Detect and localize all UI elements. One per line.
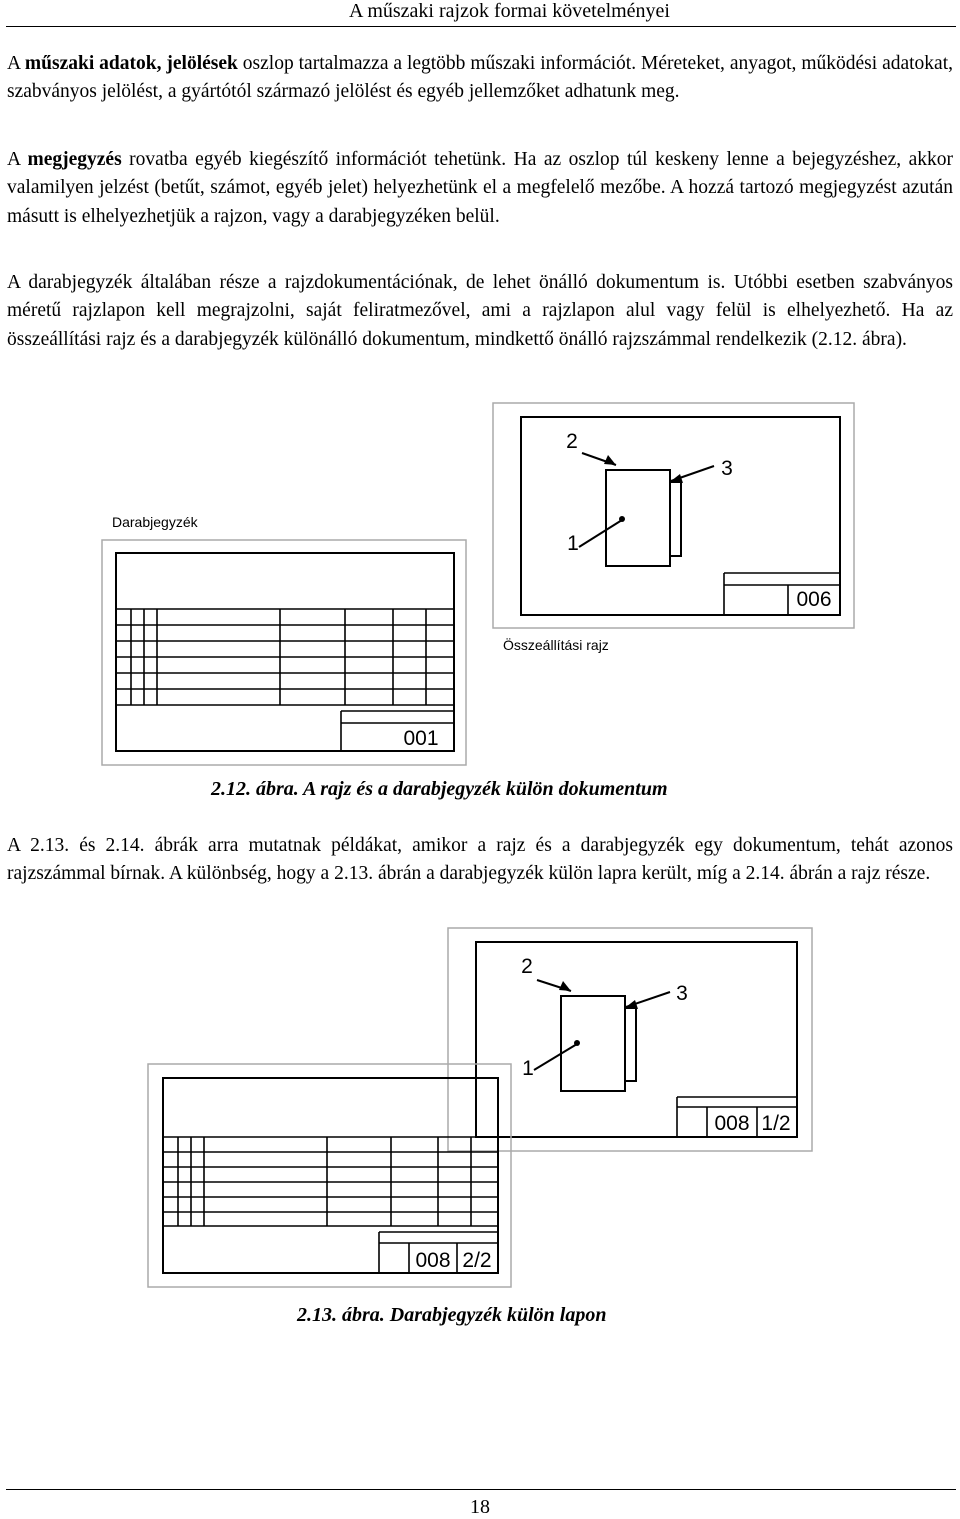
- assembly-label: Összeállítási rajz: [503, 637, 609, 653]
- footer-rule: [6, 1489, 956, 1490]
- parts-list-label: Darabjegyzék: [112, 514, 198, 530]
- callout-3: 3: [721, 457, 733, 480]
- p1-bold-term: műszaki adatok, jelölések: [24, 53, 238, 74]
- sheet-1-callout-1: 1: [522, 1057, 534, 1080]
- p1-text-c: oszlop tartalmazza a legtöbb műszaki információt. Méreteket, anyagot, működési adatokat, szabványos jelölést, a gyártótól származó jelölést és egyéb jellemzőket adhatunk meg.: [7, 53, 954, 103]
- paragraph-examples: A 2.13. és 2.14. ábrák arra mutatnak példákat, amikor a rajz és a darabjegyzék egy dokumentum, tehát azonos rajzszámmal bírnak. A különbség, hogy a 2.13. ábrán a darabjegyzék külön lapra került, míg a 2.14. ábrán a rajz része.: [7, 835, 953, 885]
- sheet-2-sheet-number: 2/2: [462, 1249, 492, 1272]
- sheet-1-sheet-number: 1/2: [761, 1112, 791, 1135]
- sheet-1-callout-1-dot: [574, 1040, 580, 1046]
- header-title: A műszaki rajzok formai követelményei: [348, 0, 670, 22]
- assembly-part-sketch: [579, 453, 714, 566]
- figure-2-12: [0, 395, 960, 775]
- callout-1-dot: [619, 516, 625, 522]
- paragraph-technical-data: [7, 50, 953, 107]
- figure-2-12-caption: 2.12. ábra. A rajz és a darabjegyzék külön dokumentum: [211, 778, 668, 800]
- page-header: [0, 0, 960, 26]
- sheet-2-drawing-number: 008: [415, 1249, 451, 1272]
- parts-list-frame: [116, 553, 454, 751]
- sheet-1-callout-2-arrowhead: [559, 981, 571, 991]
- assembly-drawing-number: 006: [796, 588, 832, 611]
- p2-text-c: rovatba egyéb kiegészítő információt tehetünk. Ha az oszlop túl keskeny lenne a bejegyzéshez, akkor valamilyen jelzést (betűt, számot, egyéb jelet) helyezhetünk el a megfelelő mezőbe. A hozzá tartozó megjegyzést azután másutt is elhelyezhetjük a rajzon, vagy a darabjegyzéken belül.: [7, 149, 953, 227]
- p1-text-a: A: [7, 53, 25, 74]
- p2-bold-term: megjegyzés: [27, 149, 122, 170]
- callout-1: 1: [567, 532, 579, 555]
- sheet-1-drawing-number: 008: [714, 1112, 750, 1135]
- callout-2: 2: [566, 430, 578, 453]
- p2-text-a: A: [7, 149, 28, 170]
- callout-2-arrowhead: [604, 455, 616, 465]
- sheet-1-callout-3: 3: [676, 982, 688, 1005]
- figure-2-13: [0, 920, 960, 1300]
- parts-list-number: 001: [403, 727, 439, 750]
- sheet-1-callout-2: 2: [521, 955, 533, 978]
- sheet-1-part-sketch: [534, 980, 670, 1091]
- paragraph-parts-list: A darabjegyzék általában része a rajzdokumentációnak, de lehet önálló dokumentum is. Utóbbi esetben szabványos méretű rajzlapon kell megrajzolni, saját feliratmezővel, ami a rajzlapon alul vagy felül is elhelyezhető. Ha az összeállítási rajz és a darabjegyzék különálló dokumentum, mindkettő önálló rajzszámmal rendelkezik (2.12. ábra).: [7, 272, 953, 350]
- header-rule: [6, 26, 956, 27]
- figure-2-13-caption: 2.13. ábra. Darabjegyzék külön lapon: [297, 1304, 607, 1326]
- paragraph-remarks: [7, 146, 953, 231]
- page-number: 18: [470, 1496, 490, 1518]
